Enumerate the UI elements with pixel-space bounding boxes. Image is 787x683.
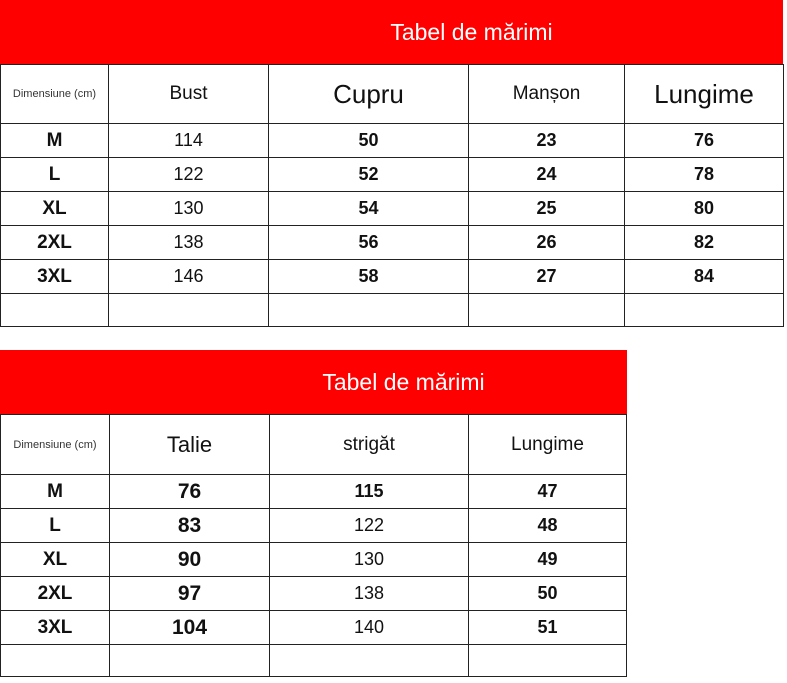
size-label: XL: [1, 192, 109, 226]
size-label: L: [1, 158, 109, 192]
lungime-value: 50: [469, 577, 627, 611]
lungime-value: 80: [625, 192, 784, 226]
lungime-value: 76: [625, 124, 784, 158]
size-chart-2-table: [0, 414, 627, 677]
header-strigat: strigăt: [270, 415, 469, 475]
header-cupru: Cupru: [269, 65, 469, 124]
empty-cell: [469, 645, 627, 677]
empty-cell: [269, 294, 469, 327]
talie-value: 76: [110, 475, 270, 509]
table-header-row: [1, 415, 627, 475]
table-row: [1, 475, 627, 509]
header-bust: Bust: [109, 65, 269, 124]
table-row: [1, 577, 627, 611]
empty-cell: [109, 294, 269, 327]
empty-cell: [270, 645, 469, 677]
header-manson: Manșon: [469, 65, 625, 124]
lungime-value: 48: [469, 509, 627, 543]
size-chart-2-banner: [0, 350, 627, 414]
lungime-value: 51: [469, 611, 627, 645]
talie-value: 104: [110, 611, 270, 645]
cupru-value: 54: [269, 192, 469, 226]
strigat-value: 138: [270, 577, 469, 611]
talie-value: 83: [110, 509, 270, 543]
table-row: [1, 509, 627, 543]
lungime-value: 47: [469, 475, 627, 509]
lungime-value: 82: [625, 226, 784, 260]
cupru-value: 50: [269, 124, 469, 158]
talie-value: 90: [110, 543, 270, 577]
size-label: 3XL: [1, 260, 109, 294]
bust-value: 146: [109, 260, 269, 294]
table-row: [1, 260, 784, 294]
bust-value: 114: [109, 124, 269, 158]
strigat-value: 140: [270, 611, 469, 645]
table-row: [1, 543, 627, 577]
size-label: L: [1, 509, 110, 543]
size-label: XL: [1, 543, 110, 577]
size-label: M: [1, 475, 110, 509]
size-chart-1-title: Tabel de mărimi: [390, 18, 553, 45]
manson-value: 25: [469, 192, 625, 226]
manson-value: 23: [469, 124, 625, 158]
size-label: M: [1, 124, 109, 158]
header-dimension: Dimensiune (cm): [1, 65, 109, 124]
strigat-value: 122: [270, 509, 469, 543]
manson-value: 26: [469, 226, 625, 260]
cupru-value: 56: [269, 226, 469, 260]
header-lungime: Lungime: [625, 65, 784, 124]
cupru-value: 58: [269, 260, 469, 294]
lungime-value: 84: [625, 260, 784, 294]
table-header-row: [1, 65, 784, 124]
empty-cell: [1, 294, 109, 327]
manson-value: 24: [469, 158, 625, 192]
strigat-value: 115: [270, 475, 469, 509]
table-row: [1, 226, 784, 260]
size-label: 2XL: [1, 577, 110, 611]
cupru-value: 52: [269, 158, 469, 192]
size-chart-1-table: [0, 64, 784, 327]
talie-value: 97: [110, 577, 270, 611]
bust-value: 138: [109, 226, 269, 260]
bust-value: 130: [109, 192, 269, 226]
size-chart-2-title: Tabel de mărimi: [322, 368, 485, 395]
empty-cell: [1, 645, 110, 677]
header-talie: Talie: [110, 415, 270, 475]
size-label: 3XL: [1, 611, 110, 645]
empty-cell: [625, 294, 784, 327]
manson-value: 27: [469, 260, 625, 294]
table-row: [1, 158, 784, 192]
empty-cell: [110, 645, 270, 677]
table-row: [1, 611, 627, 645]
table-row: [1, 124, 784, 158]
header-dimension: Dimensiune (cm): [1, 415, 110, 475]
size-chart-1-banner: [0, 0, 783, 64]
table-row: [1, 192, 784, 226]
lungime-value: 49: [469, 543, 627, 577]
table-empty-row: [1, 294, 784, 327]
strigat-value: 130: [270, 543, 469, 577]
empty-cell: [469, 294, 625, 327]
lungime-value: 78: [625, 158, 784, 192]
bust-value: 122: [109, 158, 269, 192]
header-lungime: Lungime: [469, 415, 627, 475]
table-empty-row: [1, 645, 627, 677]
size-label: 2XL: [1, 226, 109, 260]
